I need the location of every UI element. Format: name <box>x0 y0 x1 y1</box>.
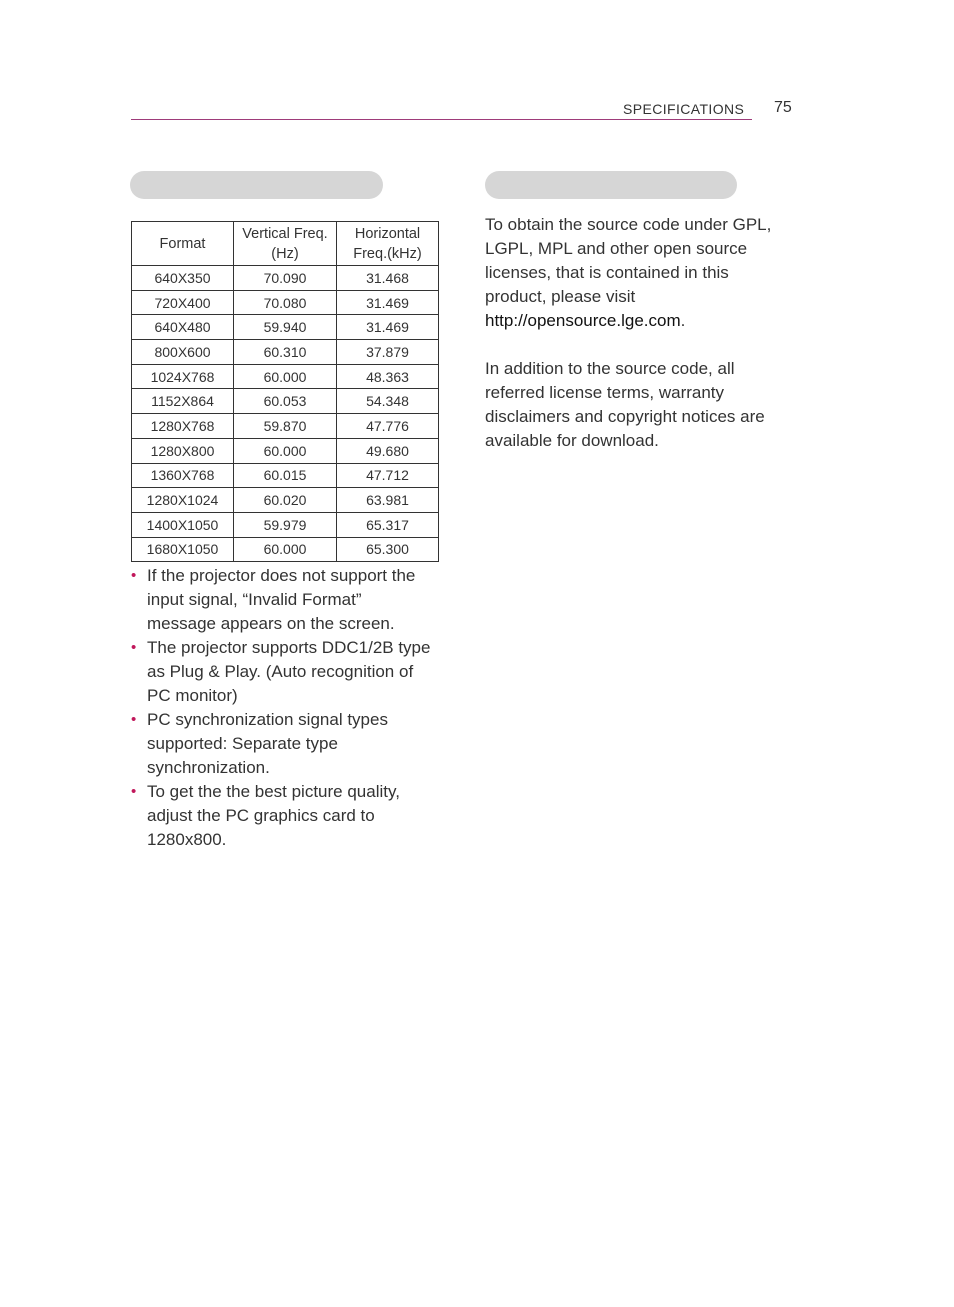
cell-horizontal-freq: 48.363 <box>337 364 439 389</box>
cell-horizontal-freq: 49.680 <box>337 438 439 463</box>
section-heading-bar-right <box>485 171 737 199</box>
bullet-icon: • <box>131 711 137 728</box>
note-item <box>131 780 431 852</box>
cell-vertical-freq: 60.000 <box>234 537 337 562</box>
cell-vertical-freq: 60.310 <box>234 340 337 365</box>
cell-format: 1400X1050 <box>132 512 234 537</box>
column-header-vertical-freq-label: Vertical Freq. (Hz) <box>242 225 328 262</box>
open-source-notice <box>485 213 785 477</box>
cell-horizontal-freq: 63.981 <box>337 488 439 513</box>
cell-format: 1280X768 <box>132 414 234 439</box>
table-row <box>132 315 439 340</box>
column-header-format-label: Format <box>159 235 206 252</box>
open-source-paragraph <box>485 213 785 333</box>
page-number: 75 <box>774 99 792 116</box>
column-header-horizontal-freq <box>337 222 439 266</box>
cell-vertical-freq: 60.015 <box>234 463 337 488</box>
cell-horizontal-freq: 65.300 <box>337 537 439 562</box>
cell-vertical-freq: 60.020 <box>234 488 337 513</box>
open-source-link[interactable]: http://opensource.lge.com <box>485 311 681 330</box>
table-row <box>132 438 439 463</box>
cell-format: 720X400 <box>132 290 234 315</box>
cell-vertical-freq: 59.979 <box>234 512 337 537</box>
bullet-icon: • <box>131 567 137 584</box>
note-text: The projector supports DDC1/2B type as Plug & Play. (Auto recognition of PC monitor) <box>147 638 431 705</box>
cell-vertical-freq: 60.053 <box>234 389 337 414</box>
column-header-vertical-freq <box>234 222 337 266</box>
table-row <box>132 389 439 414</box>
cell-format: 1280X800 <box>132 438 234 463</box>
column-header-horizontal-freq-label: Horizontal Freq.(kHz) <box>353 225 422 262</box>
table-row <box>132 340 439 365</box>
cell-format: 1280X1024 <box>132 488 234 513</box>
note-item <box>131 564 431 636</box>
header-rule <box>131 119 752 120</box>
bullet-icon: • <box>131 639 137 656</box>
cell-vertical-freq: 60.000 <box>234 438 337 463</box>
table-row <box>132 290 439 315</box>
cell-vertical-freq: 70.090 <box>234 266 337 291</box>
license-paragraph: In addition to the source code, all referred license terms, warranty disclaimers and copyright notices are available for download. <box>485 359 765 450</box>
table-header-row <box>132 222 439 266</box>
open-source-text: To obtain the source code under GPL, LGPL, MPL and other open source licenses, that is contained in this product, please visit <box>485 215 772 306</box>
table-body <box>132 266 439 562</box>
cell-format: 800X600 <box>132 340 234 365</box>
open-source-period: . <box>680 311 686 330</box>
cell-format: 1024X768 <box>132 364 234 389</box>
cell-horizontal-freq: 31.468 <box>337 266 439 291</box>
section-heading-bar-left <box>130 171 383 199</box>
resolution-table <box>131 221 439 562</box>
cell-format: 640X480 <box>132 315 234 340</box>
note-text: If the projector does not support the input signal, “Invalid Format” message appears on the screen. <box>147 566 416 633</box>
cell-horizontal-freq: 31.469 <box>337 290 439 315</box>
cell-vertical-freq: 59.870 <box>234 414 337 439</box>
table-row <box>132 266 439 291</box>
cell-format: 1152X864 <box>132 389 234 414</box>
cell-horizontal-freq: 37.879 <box>337 340 439 365</box>
cell-horizontal-freq: 47.712 <box>337 463 439 488</box>
note-text: PC synchronization signal types supported: Separate type synchronization. <box>147 710 388 777</box>
note-text: To get the the best picture quality, adjust the PC graphics card to 1280x800. <box>147 782 400 849</box>
cell-format: 640X350 <box>132 266 234 291</box>
table-row <box>132 364 439 389</box>
table-row <box>132 512 439 537</box>
notes-list <box>131 564 431 852</box>
note-item <box>131 708 431 780</box>
table-row <box>132 537 439 562</box>
cell-horizontal-freq: 54.348 <box>337 389 439 414</box>
table-row <box>132 463 439 488</box>
note-item <box>131 636 431 708</box>
cell-horizontal-freq: 65.317 <box>337 512 439 537</box>
cell-vertical-freq: 59.940 <box>234 315 337 340</box>
cell-vertical-freq: 70.080 <box>234 290 337 315</box>
cell-vertical-freq: 60.000 <box>234 364 337 389</box>
table-row <box>132 414 439 439</box>
cell-format: 1680X1050 <box>132 537 234 562</box>
column-header-format <box>132 222 234 266</box>
cell-horizontal-freq: 31.469 <box>337 315 439 340</box>
bullet-icon: • <box>131 783 137 800</box>
cell-format: 1360X768 <box>132 463 234 488</box>
table-row <box>132 488 439 513</box>
cell-horizontal-freq: 47.776 <box>337 414 439 439</box>
section-title: SPECIFICATIONS <box>623 101 745 117</box>
